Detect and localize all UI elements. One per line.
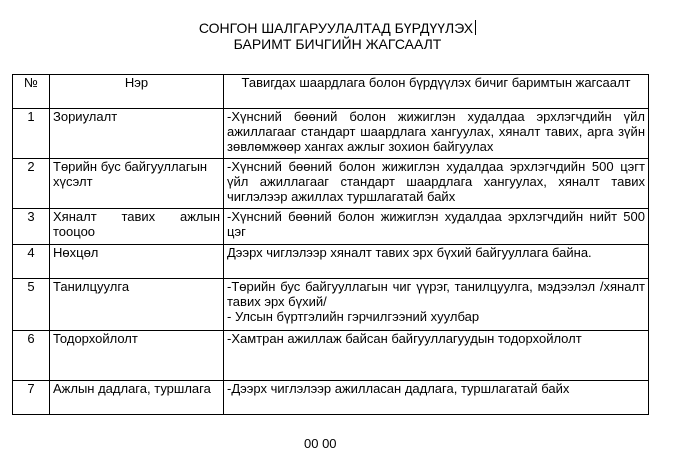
table-row	[13, 245, 649, 279]
table-header-row	[13, 75, 649, 109]
header-name: Нэр	[50, 75, 224, 109]
row-requirements: -Хүнсний бөөний болон жижиглэн худалдаа эрхлэгчдийн 500 цэгт үйл ажиллагааг стандарт шаардлага хангуулах, хяналт тавих чиглэлээр ажиллах туршлагатай байх	[224, 159, 649, 209]
header-no: №	[13, 75, 50, 109]
requirements-table	[12, 74, 649, 415]
row-number: 5	[13, 279, 50, 331]
table-row	[13, 331, 649, 381]
header-requirements: Тавигдах шаардлага болон бүрдүүлэх бичиг баримтын жагсаалт	[224, 75, 649, 109]
row-requirements: Дээрх чиглэлээр хяналт тавих эрх бүхий байгууллага байна.	[224, 245, 649, 279]
row-requirements: -Хүнсний бөөний болон жижиглэн худалдаа эрхлэгчдийн нийт 500 цэг	[224, 209, 649, 245]
row-number: 4	[13, 245, 50, 279]
document-title-line-1-text: СОНГОН ШАЛГАРУУЛАЛТАД БҮРДҮҮЛЭХ	[198, 20, 474, 36]
table-row	[13, 381, 649, 415]
row-requirements: -Дээрх чиглэлээр ажилласан дадлага, туршлагатай байх	[224, 381, 649, 415]
row-name: Тодорхойлолт	[50, 331, 224, 381]
row-number: 1	[13, 109, 50, 159]
row-number: 3	[13, 209, 50, 245]
table-row	[13, 109, 649, 159]
text-cursor	[475, 20, 476, 35]
row-name: Танилцуулга	[50, 279, 224, 331]
table-row	[13, 159, 649, 209]
row-number: 2	[13, 159, 50, 209]
row-requirements: -Хамтран ажиллаж байсан байгууллагуудын тодорхойлолт	[224, 331, 649, 381]
row-number: 7	[13, 381, 50, 415]
table-row	[13, 279, 649, 331]
document-title-line-1	[0, 20, 675, 36]
row-name: Хяналт тавих ажлын тооцоо	[50, 209, 224, 245]
table-row	[13, 209, 649, 245]
row-number: 6	[13, 331, 50, 381]
document-title-line-2: БАРИМТ БИЧГИЙН ЖАГСААЛТ	[233, 36, 442, 52]
row-requirements: -Хүнсний бөөний болон жижиглэн худалдаа эрхлэгчдийн үйл ажиллагааг стандарт шаардлага хангуулах, хяналт тавих, арга зүйн зөвлөмжөөр хангах ажлыг зохион байгуулах	[224, 109, 649, 159]
document-title	[0, 20, 675, 52]
page-number-fragment: 00 00	[304, 436, 337, 451]
row-name: Ажлын дадлага, туршлага	[50, 381, 224, 415]
row-requirements: -Төрийн бус байгууллагын чиг үүрэг, танилцуулга, мэдээлэл /хяналт тавих эрх бүхий/ - Улсын бүртгэлийн гэрчилгээний хуулбар	[224, 279, 649, 331]
row-name: Нөхцөл	[50, 245, 224, 279]
row-name: Төрийн бус байгууллагын хүсэлт	[50, 159, 224, 209]
row-name: Зориулалт	[50, 109, 224, 159]
